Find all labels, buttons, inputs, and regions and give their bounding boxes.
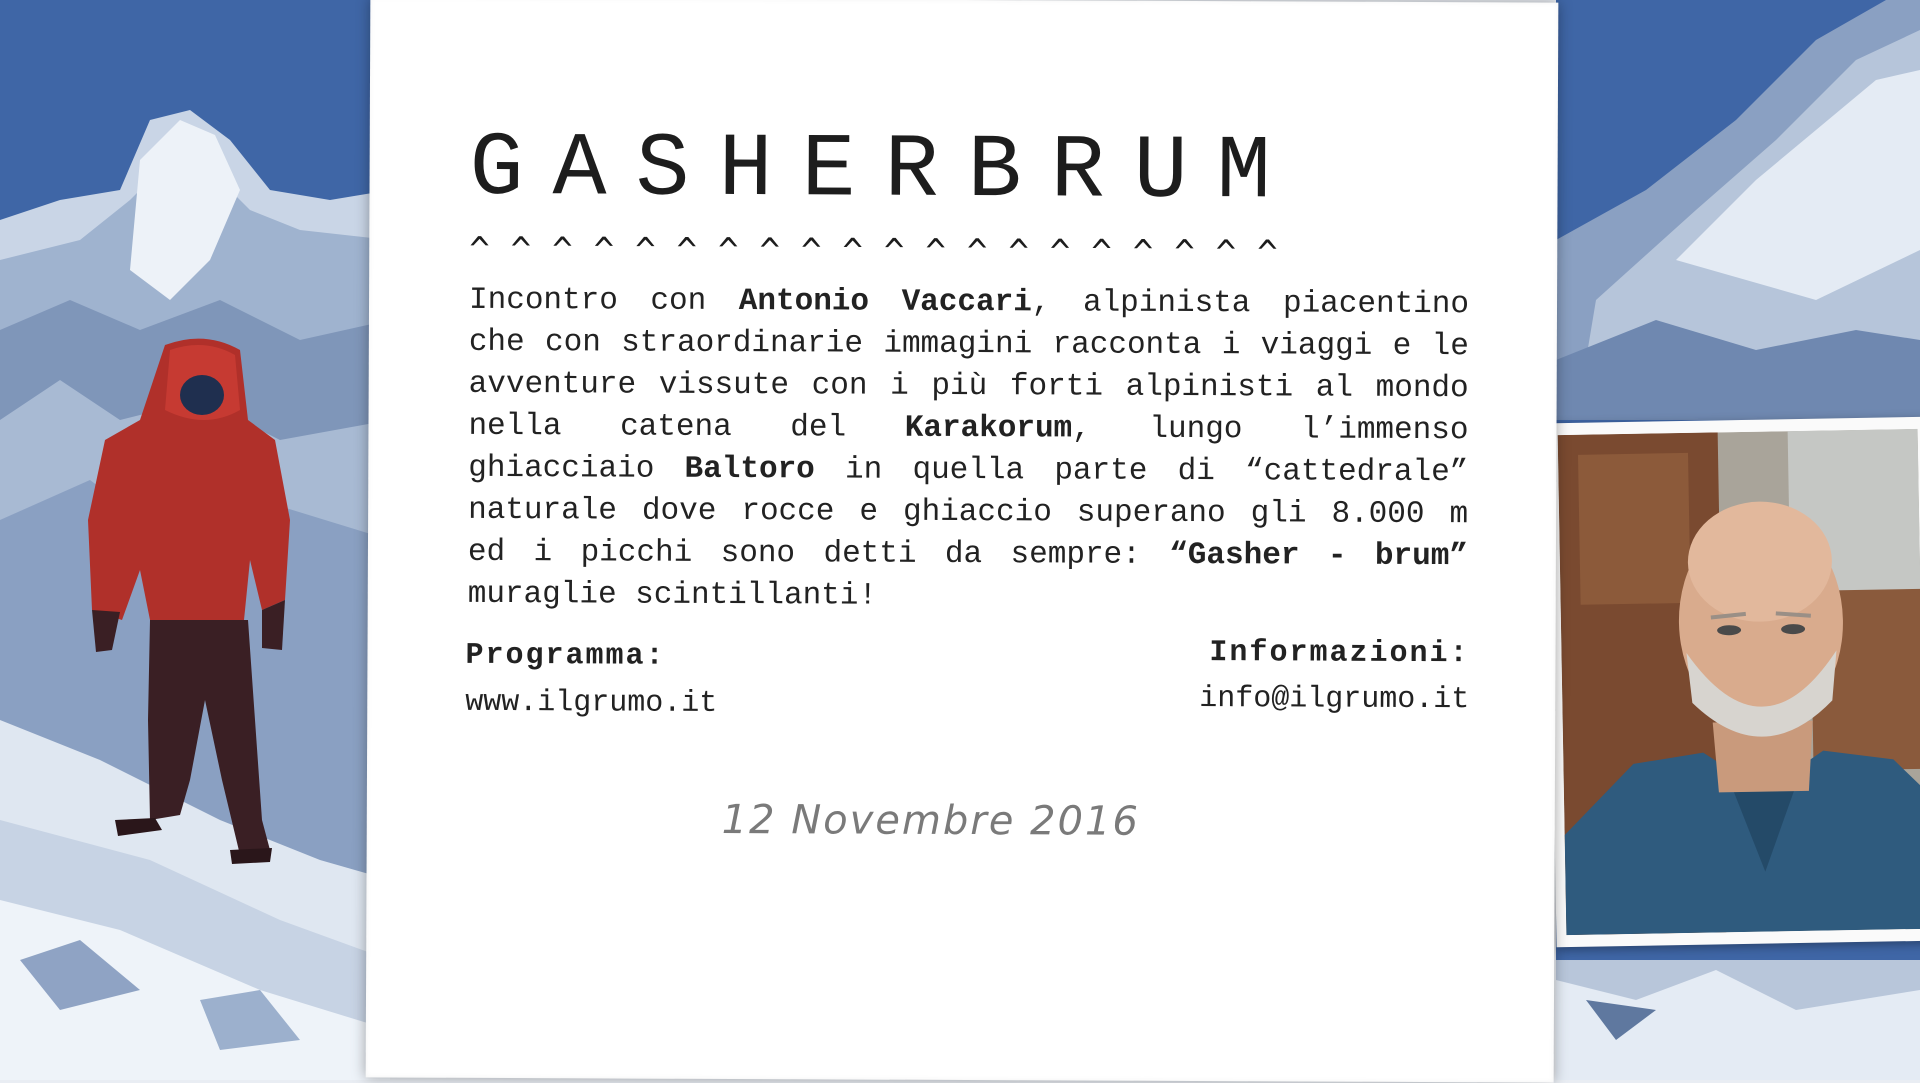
speaker-photo-frame bbox=[1547, 417, 1920, 948]
info-label: Informazioni: bbox=[1209, 636, 1470, 672]
poster-title: GASHERBRUM bbox=[469, 118, 1300, 225]
description-text: muraglie scintillanti! bbox=[467, 576, 878, 614]
program-website-link[interactable]: www.ilgrumo.it bbox=[465, 685, 718, 721]
glacier-name: Baltoro bbox=[684, 451, 815, 488]
mountain-range-name: Karakorum bbox=[904, 410, 1073, 447]
event-date: 12 Novembre 2016 bbox=[721, 796, 1140, 845]
left-mountaineer-illustration bbox=[0, 0, 390, 1080]
info-email-link[interactable]: info@ilgrumo.it bbox=[1199, 682, 1470, 718]
speaker-name: Antonio Vaccari bbox=[738, 284, 1032, 321]
description-text: , alpinista piacentino che con straordinarie immagini racconta i viaggi e le avventure vissute con i più forti alpinisti al mondo nella catena del bbox=[468, 285, 1470, 446]
speaker-portrait bbox=[1558, 429, 1920, 935]
description-text: , lungo l’immenso ghiacciaio bbox=[468, 411, 1469, 487]
event-description bbox=[468, 280, 1469, 620]
program-label: Programma: bbox=[465, 638, 666, 674]
caret-decoration: ^^^^^^^^^^^^^^^^^^^^ bbox=[469, 229, 1299, 274]
poster-paper bbox=[366, 0, 1559, 1083]
description-text: Incontro con bbox=[468, 282, 739, 320]
gasherbrum-term: “Gasher - brum” bbox=[1169, 537, 1469, 575]
description-text: in quella parte di “cattedrale” naturale dove rocce e ghiaccio superano gli 8.000 m ed i picchi sono detti da sempre: bbox=[467, 452, 1469, 573]
